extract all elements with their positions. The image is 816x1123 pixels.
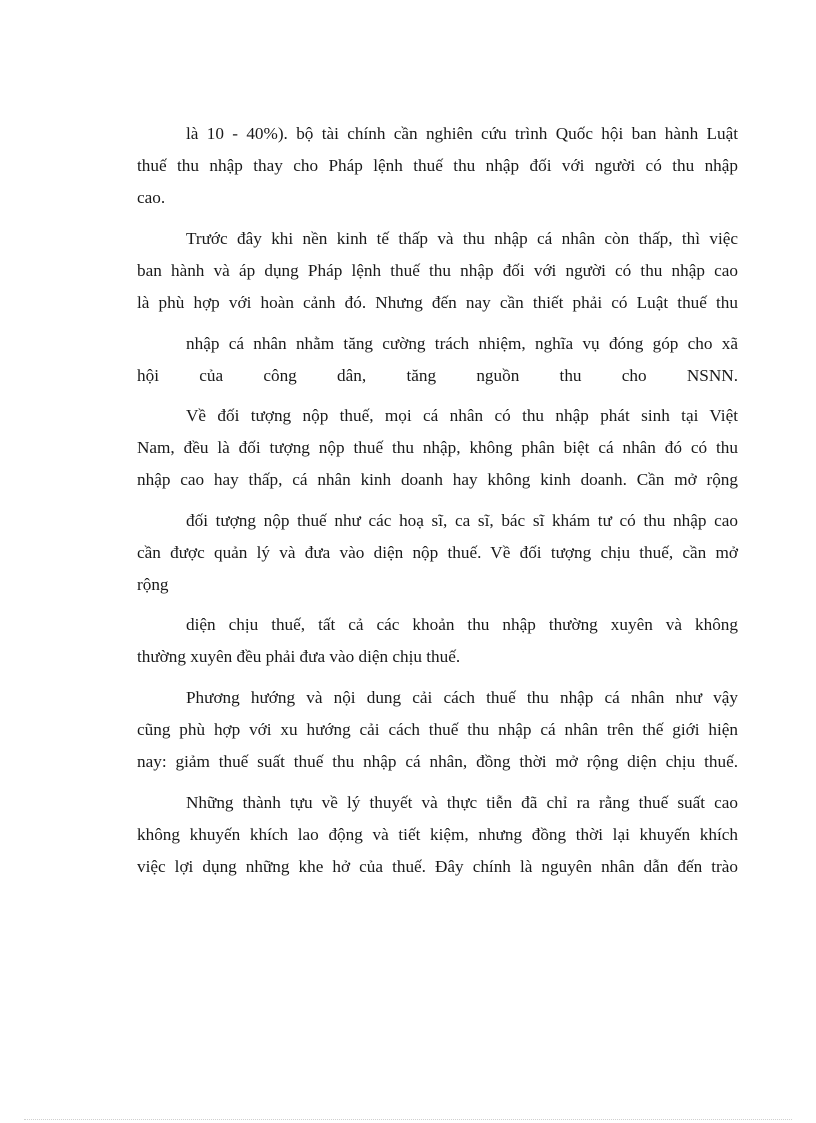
text-line: ban hành và áp dụng Pháp lệnh thuế thu nhập đối với người có thu nhập cao bbox=[137, 261, 738, 280]
page-bottom-divider bbox=[24, 1119, 792, 1120]
text-line: nhập cao hay thấp, cá nhân kinh doanh hay không kinh doanh. Cần mở rộng bbox=[137, 470, 738, 489]
text-line: nhập cá nhân nhằm tăng cường trách nhiệm, nghĩa vụ đóng góp cho xã bbox=[186, 334, 738, 353]
text-line: hội của công dân, tăng nguồn thu cho NSNN. bbox=[137, 366, 738, 385]
text-line: việc lợi dụng những khe hở của thuế. Đây chính là nguyên nhân dẫn đến trào bbox=[137, 857, 738, 876]
text-line: Những thành tựu về lý thuyết và thực tiễn đã chỉ ra rằng thuế suất cao bbox=[186, 793, 738, 812]
text-line: thuế thu nhập thay cho Pháp lệnh thuế thu nhập đối với người có thu nhập bbox=[137, 156, 738, 175]
text-line: đối tượng nộp thuế như các hoạ sĩ, ca sĩ, bác sĩ khám tư có thu nhập cao bbox=[186, 511, 738, 530]
text-line: rộng bbox=[137, 575, 169, 594]
text-line: diện chịu thuế, tất cả các khoản thu nhập thường xuyên và không bbox=[186, 615, 738, 634]
text-line: là phù hợp với hoàn cảnh đó. Nhưng đến nay cần thiết phải có Luật thuế thu bbox=[137, 293, 738, 312]
text-line: nay: giảm thuế suất thuế thu nhập cá nhân, đồng thời mở rộng diện chịu thuế. bbox=[137, 752, 738, 771]
text-line: Về đối tượng nộp thuế, mọi cá nhân có thu nhập phát sinh tại Việt bbox=[186, 406, 738, 425]
text-line: không khuyến khích lao động và tiết kiệm, nhưng đồng thời lại khuyến khích bbox=[137, 825, 738, 844]
text-line: thường xuyên đều phải đưa vào diện chịu thuế. bbox=[137, 647, 461, 666]
text-line: cao. bbox=[137, 188, 166, 207]
text-line: là 10 - 40%). bộ tài chính cần nghiên cứu trình Quốc hội ban hành Luật bbox=[186, 124, 738, 143]
text-line: Phương hướng và nội dung cải cách thuế thu nhập cá nhân như vậy bbox=[186, 688, 738, 707]
text-line: Nam, đều là đối tượng nộp thuế thu nhập, không phân biệt cá nhân đó có thu bbox=[137, 438, 738, 457]
text-line: cần được quản lý và đưa vào diện nộp thuế. Về đối tượng chịu thuế, cần mở bbox=[137, 543, 738, 562]
text-line: cũng phù hợp với xu hướng cải cách thuế thu nhập cá nhân trên thế giới hiện bbox=[137, 720, 738, 739]
text-line: Trước đây khi nền kinh tế thấp và thu nhập cá nhân còn thấp, thì việc bbox=[186, 229, 738, 248]
